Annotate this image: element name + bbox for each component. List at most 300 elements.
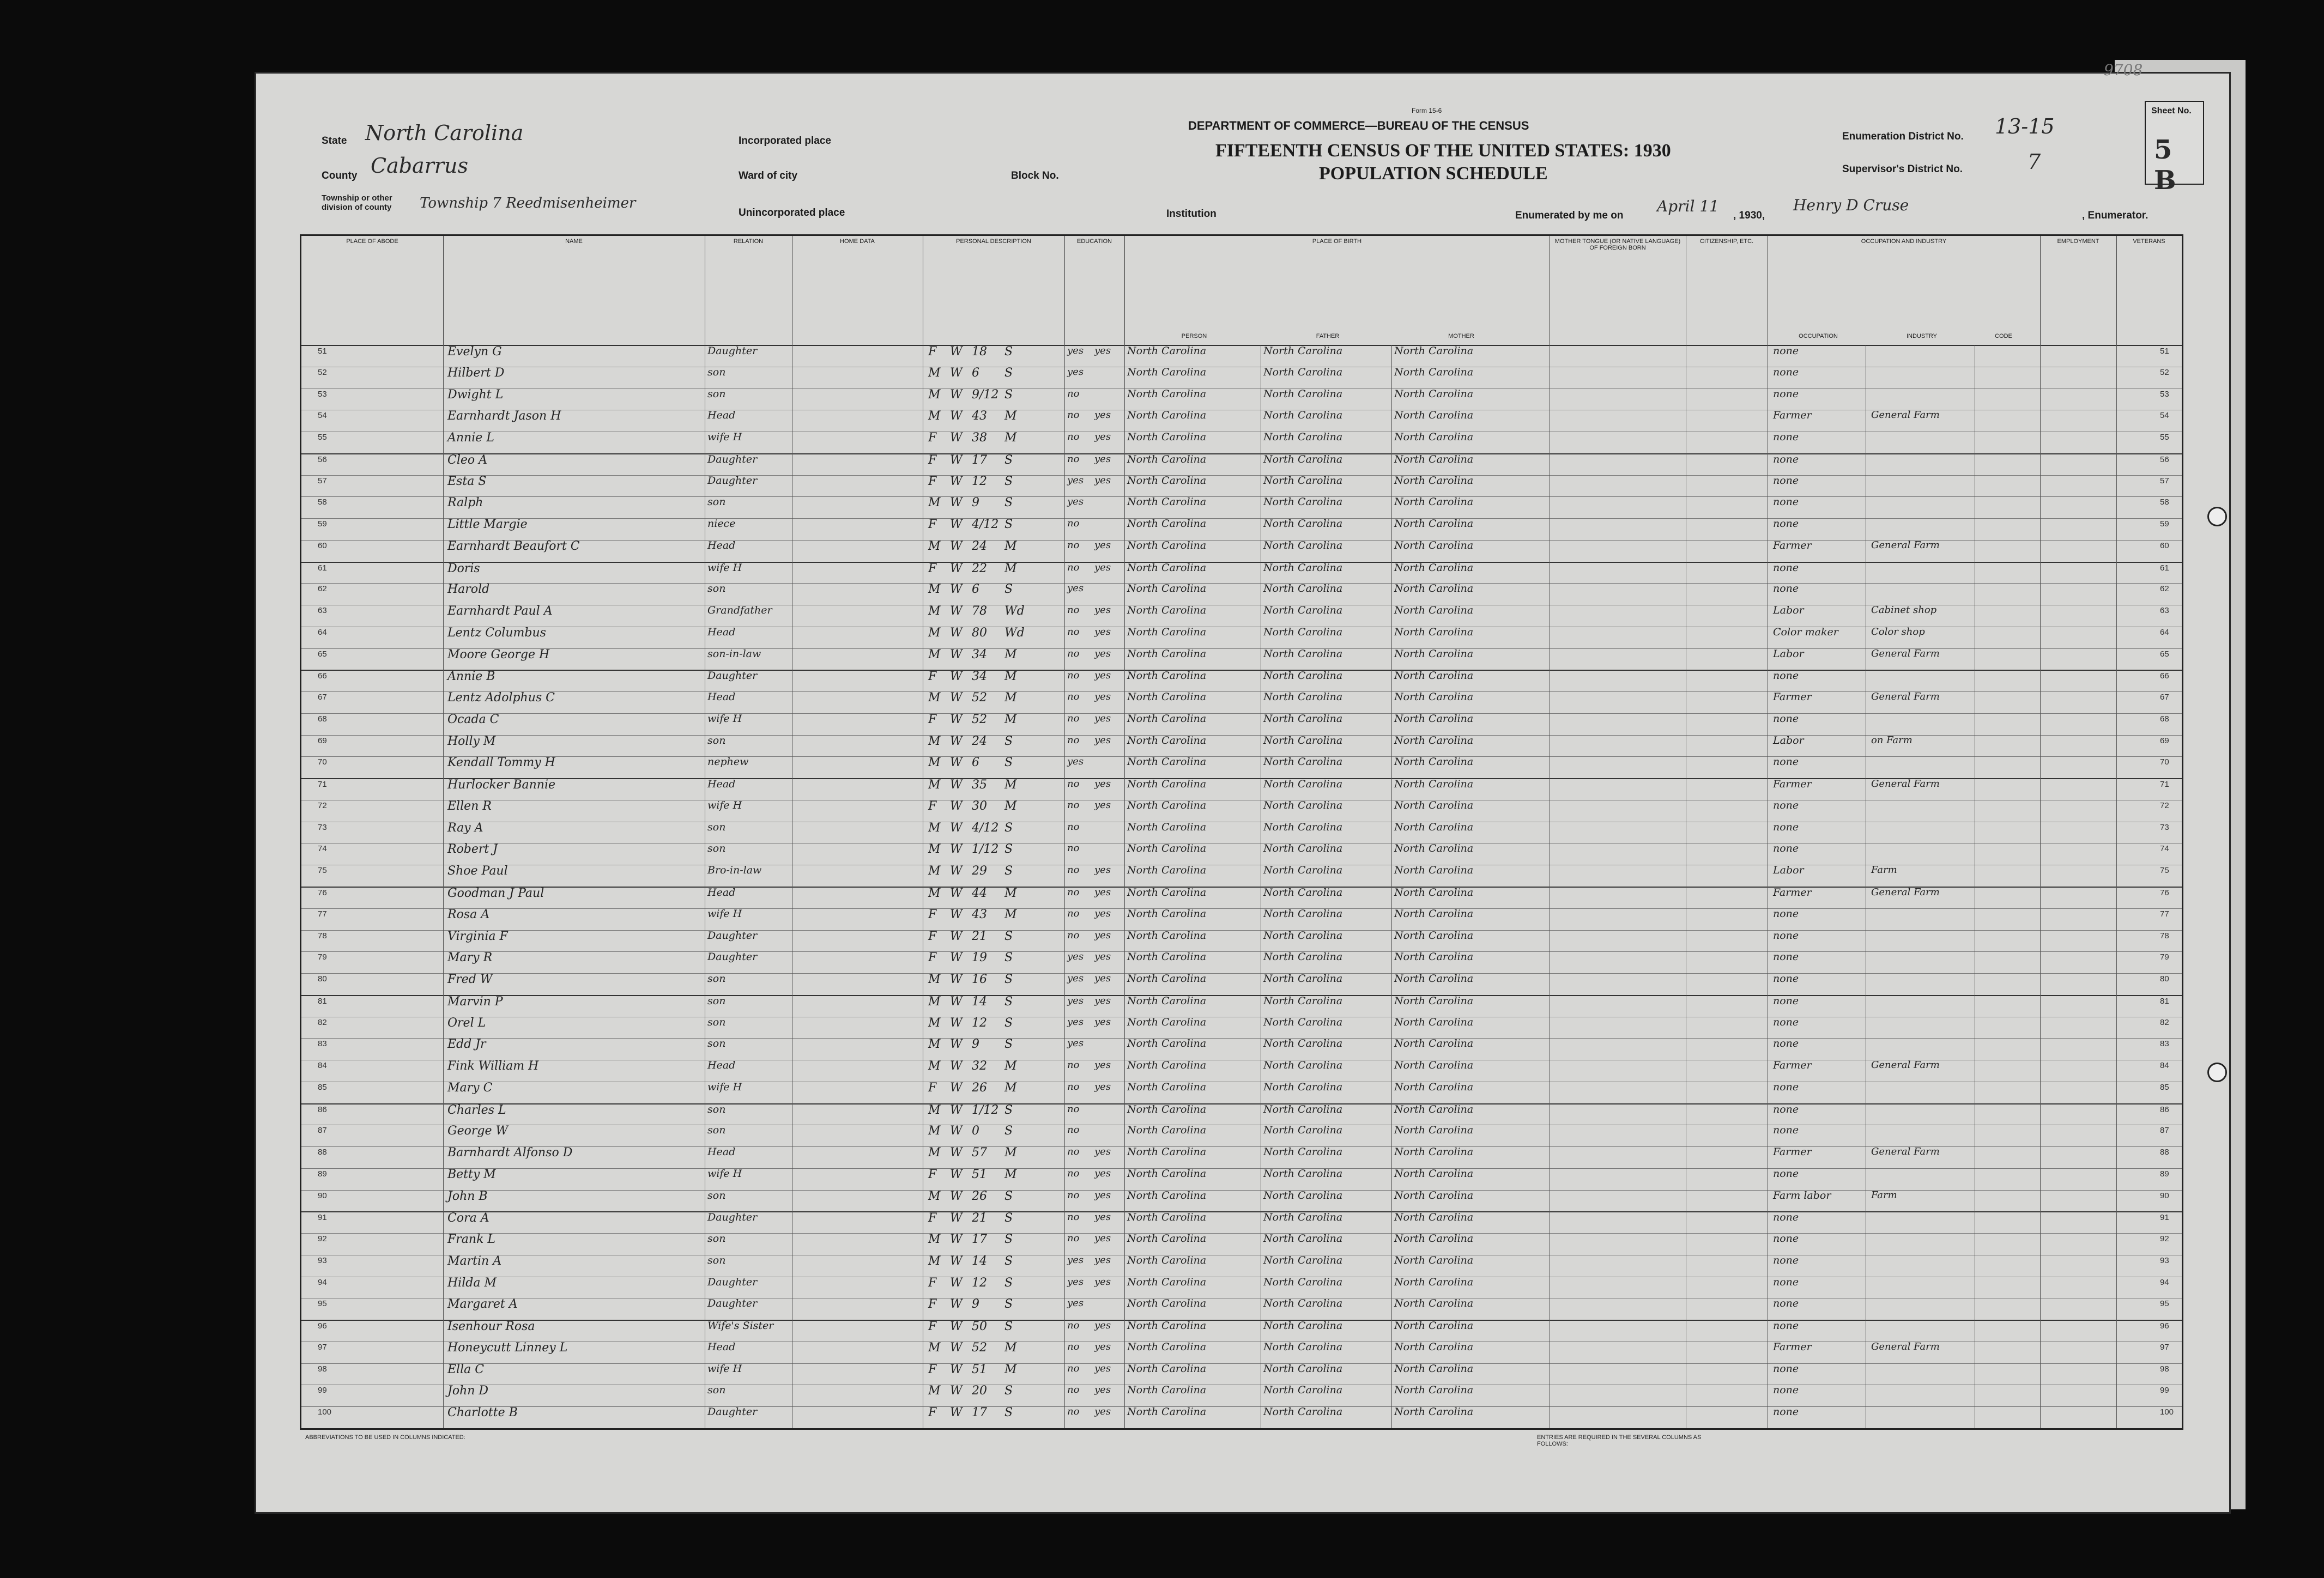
cell-occ: none — [1773, 670, 1799, 682]
cell-name: Doris — [447, 561, 480, 575]
cell-rel: Daughter — [707, 1297, 758, 1310]
cell-rel: son — [707, 1103, 726, 1115]
cell-name: Barnhardt Alfonso D — [447, 1146, 573, 1160]
cell-age: 14 — [972, 994, 987, 1009]
cell-n: 95 — [318, 1299, 327, 1309]
footer-abbreviations: ABBREVIATIONS TO BE USED IN COLUMNS INDICATED: — [305, 1434, 465, 1441]
cell-name: Rosa A — [447, 907, 490, 921]
cell-occ: Farmer — [1773, 691, 1812, 703]
cell-sch: no — [1067, 1406, 1080, 1418]
cell-n: 89 — [318, 1169, 327, 1179]
cell-line-right: 75 — [2160, 866, 2169, 876]
cell-mbp: North Carolina — [1394, 712, 1474, 725]
cell-mar: S — [1004, 366, 1013, 380]
table-row — [301, 1168, 2182, 1191]
cell-race: W — [950, 734, 963, 748]
cell-line-right: 56 — [2160, 454, 2169, 464]
cell-mbp: North Carolina — [1394, 1081, 1474, 1093]
cell-name: Orel L — [447, 1016, 486, 1030]
cell-ind: Cabinet shop — [1871, 604, 1937, 616]
cell-rel: Daughter — [707, 453, 758, 465]
cell-mar: M — [1004, 799, 1017, 813]
cell-sex: M — [928, 1059, 941, 1073]
cell-rel: Head — [707, 887, 736, 899]
cell-line-right: 52 — [2160, 367, 2169, 377]
cell-mbp: North Carolina — [1394, 604, 1474, 617]
cell-bp: North Carolina — [1127, 951, 1207, 963]
cell-read: yes — [1094, 1211, 1111, 1223]
cell-age: 1/12 — [972, 842, 999, 857]
cell-fbp: North Carolina — [1263, 907, 1343, 920]
cell-read: yes — [1094, 539, 1111, 551]
col-employment: EMPLOYMENT — [2040, 236, 2117, 345]
cell-name: Isenhour Rosa — [447, 1320, 535, 1334]
cell-fbp: North Carolina — [1263, 1320, 1343, 1332]
cell-read: yes — [1094, 864, 1111, 876]
cell-race: W — [950, 842, 963, 857]
cell-race: W — [950, 387, 963, 402]
cell-n: 83 — [318, 1039, 327, 1049]
cell-line-right: 96 — [2160, 1321, 2169, 1331]
cell-name: Esta S — [447, 474, 487, 488]
cell-mar: S — [1004, 1254, 1013, 1268]
cell-read: yes — [1094, 929, 1111, 941]
cell-name: Moore George H — [447, 647, 550, 661]
table-row — [301, 1233, 2182, 1255]
cell-race: W — [950, 1297, 963, 1312]
enumerator-label: , Enumerator. — [2082, 210, 2149, 221]
cell-sex: F — [928, 1081, 937, 1095]
cell-name: Kendall Tommy H — [447, 756, 555, 770]
cell-bp: North Carolina — [1127, 626, 1207, 638]
cell-name: Dwight L — [447, 387, 504, 402]
cell-read: yes — [1094, 1406, 1111, 1418]
cell-sch: no — [1067, 887, 1080, 898]
cell-mbp: North Carolina — [1394, 518, 1474, 530]
cell-race: W — [950, 1362, 963, 1376]
cell-sch: yes — [1067, 345, 1084, 356]
cell-name: Charlotte B — [447, 1406, 518, 1420]
cell-rel: Head — [707, 1146, 736, 1158]
cell-mbp: North Carolina — [1394, 1362, 1474, 1375]
cell-n: 62 — [318, 584, 327, 594]
cell-sex: F — [928, 907, 937, 921]
table-row — [301, 800, 2182, 822]
cell-n: 54 — [318, 411, 327, 421]
cell-sex: F — [928, 1320, 937, 1334]
cell-bp: North Carolina — [1127, 1276, 1207, 1288]
institution-label: Institution — [1166, 208, 1217, 220]
cell-line-right: 85 — [2160, 1082, 2169, 1092]
cell-mar: S — [1004, 1189, 1013, 1203]
cell-read: yes — [1094, 799, 1111, 811]
cell-ind: General Farm — [1871, 778, 1940, 790]
enumerated-date: April 11 — [1657, 197, 1719, 215]
cell-mbp: North Carolina — [1394, 453, 1474, 465]
cell-mar: S — [1004, 1124, 1013, 1138]
cell-mar: S — [1004, 994, 1013, 1009]
cell-occ: Farmer — [1773, 1146, 1812, 1158]
cell-age: 18 — [972, 345, 987, 359]
cell-fbp: North Carolina — [1263, 691, 1343, 703]
cell-rel: niece — [707, 518, 736, 530]
cell-occ: Farmer — [1773, 887, 1812, 899]
cell-sex: M — [928, 1384, 941, 1398]
table-row — [301, 1255, 2182, 1277]
cell-sch: no — [1067, 626, 1080, 638]
table-row — [301, 887, 2182, 909]
cell-mar: S — [1004, 345, 1013, 359]
cell-race: W — [950, 1167, 963, 1181]
cell-rel: wife H — [707, 431, 742, 444]
cell-line-right: 92 — [2160, 1234, 2169, 1244]
cell-sch: no — [1067, 929, 1080, 941]
cell-age: 78 — [972, 604, 987, 618]
cell-mar: M — [1004, 1362, 1017, 1376]
cell-mar: M — [1004, 539, 1017, 553]
table-row — [301, 1385, 2182, 1407]
cell-mar: M — [1004, 431, 1017, 445]
cell-mar: S — [1004, 1320, 1013, 1334]
cell-n: 81 — [318, 996, 327, 1006]
state-value: North Carolina — [365, 121, 524, 145]
cell-rel: wife H — [707, 712, 742, 725]
cell-name: Charles L — [447, 1103, 506, 1117]
enumerated-label: Enumerated by me on — [1515, 210, 1624, 221]
cell-mar: M — [1004, 1081, 1017, 1095]
cell-name: Frank L — [447, 1233, 495, 1247]
cell-sex: M — [928, 1189, 941, 1203]
cell-mar: S — [1004, 1276, 1013, 1290]
cell-age: 9 — [972, 496, 979, 510]
cell-line-right: 76 — [2160, 888, 2169, 897]
cell-mbp: North Carolina — [1394, 1124, 1474, 1137]
cell-sch: yes — [1067, 366, 1084, 378]
cell-name: Martin A — [447, 1254, 502, 1268]
cell-bp: North Carolina — [1127, 734, 1207, 746]
cell-n: 96 — [318, 1321, 327, 1331]
cell-rel: son — [707, 1124, 726, 1137]
cell-n: 80 — [318, 974, 327, 984]
cell-race: W — [950, 994, 963, 1009]
cell-mar: S — [1004, 1233, 1013, 1247]
cell-n: 52 — [318, 367, 327, 377]
table-row — [301, 1082, 2182, 1104]
cell-race: W — [950, 1276, 963, 1290]
cell-name: Shoe Paul — [447, 864, 508, 878]
cell-n: 61 — [318, 563, 327, 573]
cell-race: W — [950, 626, 963, 640]
cell-mar: M — [1004, 1146, 1017, 1160]
footer-entries: ENTRIES ARE REQUIRED IN THE SEVERAL COLUMNS AS FOLLOWS: — [1537, 1434, 1702, 1447]
cell-read: yes — [1094, 1167, 1111, 1179]
cell-line-right: 71 — [2160, 780, 2169, 790]
cell-age: 50 — [972, 1320, 987, 1334]
cell-fbp: North Carolina — [1263, 994, 1343, 1007]
cell-name: Earnhardt Beaufort C — [447, 539, 580, 553]
cell-fbp: North Carolina — [1263, 842, 1343, 855]
cell-bp: North Carolina — [1127, 1254, 1207, 1266]
cell-bp: North Carolina — [1127, 756, 1207, 768]
cell-fbp: North Carolina — [1263, 561, 1343, 574]
cell-ind: General Farm — [1871, 691, 1940, 703]
cell-rel: Daughter — [707, 345, 758, 357]
cell-bp: North Carolina — [1127, 604, 1207, 617]
cell-fbp: North Carolina — [1263, 1406, 1343, 1418]
cell-mar: M — [1004, 887, 1017, 900]
table-row — [301, 518, 2182, 541]
column-divider — [1124, 345, 1125, 1428]
cell-bp: North Carolina — [1127, 864, 1207, 877]
cell-line-right: 90 — [2160, 1191, 2169, 1200]
cell-age: 6 — [972, 582, 979, 597]
cell-mbp: North Carolina — [1394, 670, 1474, 682]
cell-rel: wife H — [707, 799, 742, 811]
cell-age: 17 — [972, 1233, 987, 1247]
cell-fbp: North Carolina — [1263, 582, 1343, 595]
cell-name: Annie L — [447, 431, 494, 445]
cell-read: yes — [1094, 1059, 1111, 1071]
cell-sex: M — [928, 1124, 941, 1138]
cell-age: 9 — [972, 1037, 979, 1052]
cell-sex: M — [928, 842, 941, 857]
table-row — [301, 1277, 2182, 1299]
cell-age: 4/12 — [972, 518, 999, 532]
cell-mar: S — [1004, 474, 1013, 488]
table-row — [301, 605, 2182, 627]
cell-race: W — [950, 582, 963, 597]
cell-read: yes — [1094, 1384, 1111, 1396]
cell-occ: Labor — [1773, 647, 1804, 660]
cell-mbp: North Carolina — [1394, 842, 1474, 855]
cell-n: 64 — [318, 627, 327, 637]
cell-mbp: North Carolina — [1394, 431, 1474, 444]
cell-occ: none — [1773, 799, 1799, 811]
cell-age: 22 — [972, 561, 987, 575]
cell-occ: none — [1773, 1037, 1799, 1050]
cell-sex: F — [928, 345, 937, 359]
cell-rel: Daughter — [707, 929, 758, 942]
cell-race: W — [950, 951, 963, 965]
table-row — [301, 410, 2182, 432]
enumerator-name: Henry D Cruse — [1793, 196, 1909, 214]
cell-mar: M — [1004, 778, 1017, 792]
cell-race: W — [950, 345, 963, 359]
cell-rel: Head — [707, 626, 736, 638]
cell-mar: S — [1004, 973, 1013, 987]
cell-occ: Farmer — [1773, 409, 1812, 422]
cell-read: yes — [1094, 561, 1111, 573]
cell-rel: Grandfather — [707, 604, 772, 617]
cell-race: W — [950, 496, 963, 510]
cell-mbp: North Carolina — [1394, 1384, 1474, 1397]
cell-fbp: North Carolina — [1263, 1211, 1343, 1224]
cell-occ: Farmer — [1773, 1340, 1812, 1353]
cell-sch: no — [1067, 1189, 1080, 1201]
cell-read: yes — [1094, 1276, 1111, 1288]
sheet-number-box — [2145, 101, 2204, 196]
form-number: Form 15-6 — [1412, 107, 1442, 114]
cell-mbp: North Carolina — [1394, 1037, 1474, 1050]
schedule-title: POPULATION SCHEDULE — [1319, 163, 1548, 184]
cell-occ: Labor — [1773, 864, 1804, 877]
cell-mbp: North Carolina — [1394, 409, 1474, 422]
cell-occ: Farm labor — [1773, 1189, 1831, 1201]
cell-fbp: North Carolina — [1263, 1189, 1343, 1201]
cell-n: 86 — [318, 1104, 327, 1114]
cell-n: 69 — [318, 736, 327, 745]
cell-bp: North Carolina — [1127, 929, 1207, 942]
cell-sex: F — [928, 670, 937, 684]
cell-name: Ray A — [447, 821, 483, 835]
cell-fbp: North Carolina — [1263, 1103, 1343, 1115]
cell-mbp: North Carolina — [1394, 951, 1474, 963]
cell-rel: son — [707, 1016, 726, 1028]
cell-read: yes — [1094, 474, 1111, 486]
cell-name: Hilda M — [447, 1276, 497, 1290]
cell-read: yes — [1094, 1146, 1111, 1158]
cell-mbp: North Carolina — [1394, 561, 1474, 574]
cell-sex: F — [928, 518, 937, 532]
cell-line-right: 73 — [2160, 822, 2169, 832]
cell-occ: Farmer — [1773, 1059, 1812, 1072]
cell-rel: Head — [707, 1340, 736, 1353]
cell-mar: M — [1004, 647, 1017, 661]
cell-mbp: North Carolina — [1394, 366, 1474, 378]
cell-sex: F — [928, 453, 937, 467]
cell-read: yes — [1094, 907, 1111, 919]
cell-mar: S — [1004, 821, 1013, 835]
cell-line-right: 63 — [2160, 606, 2169, 616]
census-title: FIFTEENTH CENSUS OF THE UNITED STATES: 1930 — [1215, 141, 1671, 161]
cell-rel: Daughter — [707, 670, 758, 682]
cell-line-right: 94 — [2160, 1277, 2169, 1287]
cell-age: 6 — [972, 756, 979, 770]
cell-race: W — [950, 518, 963, 532]
cell-line-right: 100 — [2160, 1407, 2174, 1417]
cell-sex: M — [928, 887, 941, 900]
cell-rel: son — [707, 1233, 726, 1245]
cell-occ: none — [1773, 821, 1799, 833]
table-row — [301, 822, 2182, 844]
cell-sch: no — [1067, 1146, 1080, 1158]
cell-race: W — [950, 1081, 963, 1095]
cell-occ: none — [1773, 712, 1799, 725]
cell-name: Lentz Columbus — [447, 626, 546, 640]
cell-sch: no — [1067, 842, 1080, 854]
cell-n: 77 — [318, 909, 327, 919]
cell-fbp: North Carolina — [1263, 1254, 1343, 1266]
cell-race: W — [950, 799, 963, 813]
table-row — [301, 540, 2182, 562]
cell-mbp: North Carolina — [1394, 1297, 1474, 1310]
cell-rel: son — [707, 1189, 726, 1201]
cell-mbp: North Carolina — [1394, 756, 1474, 768]
cell-rel: son — [707, 1384, 726, 1397]
cell-name: Virginia F — [447, 929, 508, 943]
cell-read: yes — [1094, 712, 1111, 724]
cell-occ: none — [1773, 1254, 1799, 1266]
cell-sex: M — [928, 1340, 941, 1355]
cell-occ: none — [1773, 842, 1799, 855]
cell-mar: M — [1004, 1059, 1017, 1073]
cell-line-right: 65 — [2160, 649, 2169, 659]
cell-mbp: North Carolina — [1394, 734, 1474, 746]
cell-n: 76 — [318, 888, 327, 897]
cell-mbp: North Carolina — [1394, 647, 1474, 660]
cell-line-right: 67 — [2160, 693, 2169, 702]
cell-age: 44 — [972, 887, 987, 900]
cell-race: W — [950, 929, 963, 943]
cell-read: yes — [1094, 670, 1111, 682]
cell-n: 56 — [318, 454, 327, 464]
cell-n: 87 — [318, 1126, 327, 1136]
cell-name: John D — [447, 1384, 489, 1398]
corner-number: 9708 — [2104, 61, 2143, 79]
cell-ind: General Farm — [1871, 1146, 1940, 1158]
cell-read: yes — [1094, 1320, 1111, 1332]
cell-sex: M — [928, 387, 941, 402]
cell-fbp: North Carolina — [1263, 712, 1343, 725]
cell-fbp: North Carolina — [1263, 887, 1343, 899]
cell-mar: M — [1004, 712, 1017, 726]
cell-rel: Head — [707, 409, 736, 422]
cell-mar: S — [1004, 951, 1013, 965]
cell-occ: none — [1773, 1233, 1799, 1245]
cell-rel: Bro-in-law — [707, 864, 762, 877]
cell-line-right: 79 — [2160, 952, 2169, 962]
cell-sex: M — [928, 647, 941, 661]
cell-mar: S — [1004, 1297, 1013, 1312]
cell-age: 34 — [972, 647, 987, 661]
cell-occ: none — [1773, 973, 1799, 985]
column-divider — [443, 345, 444, 1428]
cell-n: 94 — [318, 1277, 327, 1287]
cell-bp: North Carolina — [1127, 539, 1207, 551]
cell-line-right: 69 — [2160, 736, 2169, 745]
cell-sex: F — [928, 1167, 937, 1181]
cell-sch: no — [1067, 907, 1080, 919]
cell-occ: none — [1773, 496, 1799, 508]
cell-name: Fred W — [447, 973, 493, 987]
cell-read: yes — [1094, 1189, 1111, 1201]
cell-line-right: 84 — [2160, 1061, 2169, 1071]
cell-name: Little Margie — [447, 518, 528, 532]
county-label: County — [322, 170, 358, 181]
cell-occ: Farmer — [1773, 539, 1812, 551]
cell-ind: Color shop — [1871, 626, 1925, 638]
table-row — [301, 1320, 2182, 1343]
col-place-of-abode: PLACE OF ABODE — [301, 236, 444, 345]
cell-sex: M — [928, 973, 941, 987]
cell-fbp: North Carolina — [1263, 366, 1343, 378]
cell-rel: son — [707, 842, 726, 855]
cell-mbp: North Carolina — [1394, 1059, 1474, 1072]
cell-rel: son-in-law — [707, 647, 761, 660]
cell-n: 97 — [318, 1342, 327, 1352]
cell-n: 93 — [318, 1255, 327, 1265]
cell-race: W — [950, 1103, 963, 1117]
table-row — [301, 908, 2182, 931]
cell-age: 24 — [972, 539, 987, 553]
cell-sex: M — [928, 1016, 941, 1030]
cell-n: 68 — [318, 714, 327, 724]
cell-name: Earnhardt Jason H — [447, 409, 561, 423]
cell-mbp: North Carolina — [1394, 799, 1474, 811]
col-place-of-birth: PLACE OF BIRTH PERSON FATHER MOTHER — [1124, 236, 1550, 345]
cell-mbp: North Carolina — [1394, 1016, 1474, 1028]
cell-sch: no — [1067, 1167, 1080, 1179]
